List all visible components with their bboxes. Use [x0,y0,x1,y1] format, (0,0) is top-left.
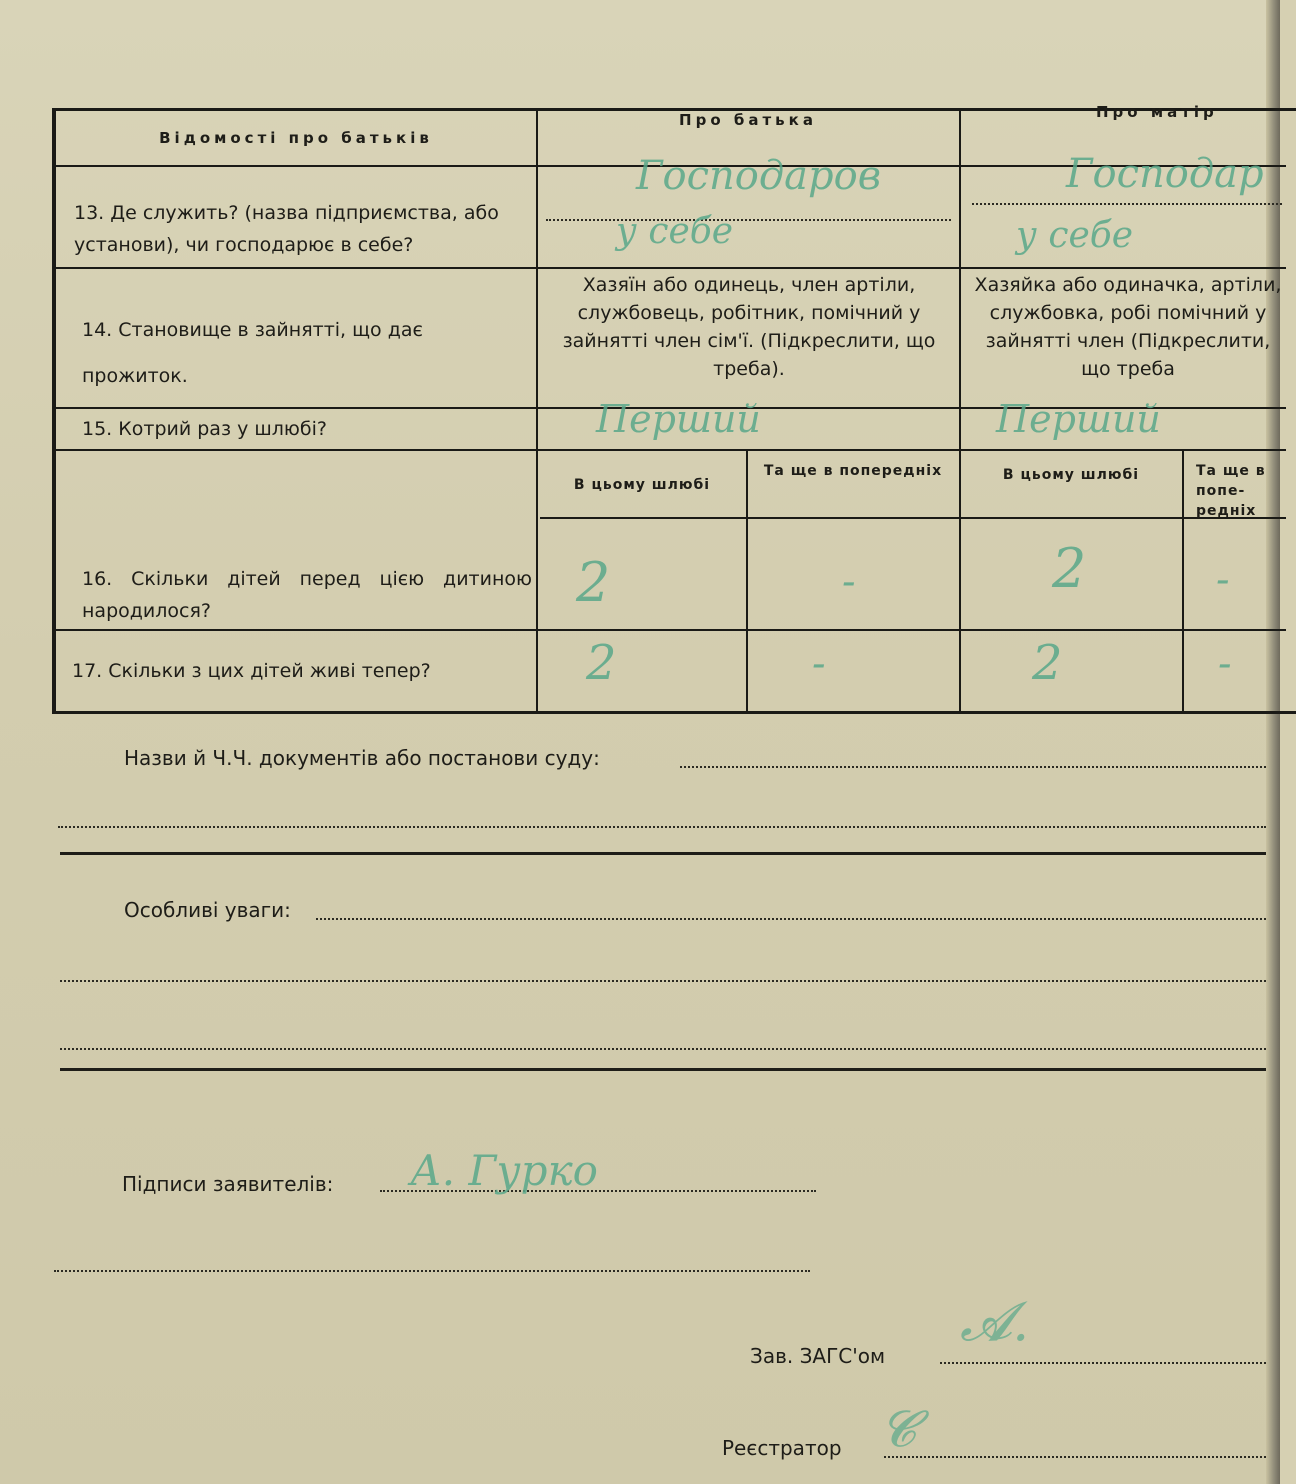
mother-marriage-count: Перший [996,397,1161,441]
header-about-father: Про батька [679,111,817,129]
mother-children-current: 2 [1052,537,1087,600]
registry-head-label: Зав. ЗАГС'ом [750,1344,886,1368]
mother-workplace-line2: у себе [1016,215,1134,256]
mother-children-alive-previous: - [1218,641,1232,687]
documents-field[interactable] [680,766,1266,768]
applicant-signature: А. Гурко [410,1146,598,1195]
question-13: 13. Де служить? (назва підприємства, або установи), чи господарює в себе? [74,202,499,256]
father-children-alive-previous: - [812,641,826,687]
documents-label: Назви й Ч.Ч. документів або постанови суду: [124,746,600,770]
special-notes-label: Особливі уваги: [124,898,291,922]
father-subheader-previous: Та ще в попередніх [763,463,943,479]
father-subheader-current: В цьому шлюбі [573,477,711,493]
father-children-current: 2 [576,551,611,614]
father-workplace-line2: у себе [616,211,734,252]
father-children-previous: - [842,559,856,605]
mother-occupation-options: Хазяйка або одиначка, артіли, службовка, робі помічний у зайнятті член (Підкреслити, що треба [974,274,1282,380]
header-parents-info: Відомості про батьків [159,129,433,147]
mother-children-previous: - [1216,557,1230,603]
header-about-mother: Про матір [1096,103,1218,121]
registry-head-signature: 𝓐. [960,1290,1030,1353]
question-17: 17. Скільки з цих дітей живі тепер? [72,660,431,682]
parents-info-table [52,103,1296,714]
father-occupation-options: Хазяїн або одинець, член артіли, службовець, робітник, помічний у зайнятті член сім'ї. (Підкреслити, що треба). [562,274,936,380]
registrar-label: Реєстратор [722,1436,842,1460]
mother-subheader-previous: Та ще в попе-редніх [1196,463,1266,519]
question-16: 16. Скільки дітей перед цією дитиною народилося? [82,568,532,622]
special-notes-field[interactable] [316,918,1266,920]
mother-children-alive: 2 [1032,635,1063,691]
mother-subheader-current: В цьому шлюбі [1002,467,1140,483]
mother-workplace-line1: Господар [1066,151,1264,197]
registry-head-signature-field[interactable] [940,1362,1266,1364]
question-15: 15. Котрий раз у шлюбі? [82,418,327,440]
registrar-signature: 𝓒 [880,1400,916,1458]
question-14: 14. Становище в зайнятті, що дає прожиток. [82,319,423,387]
father-children-alive: 2 [586,635,617,691]
applicant-signatures-label: Підписи заявителів: [122,1172,334,1196]
father-workplace-line1: Господаров [636,153,881,199]
registrar-signature-field[interactable] [884,1456,1266,1458]
father-marriage-count: Перший [596,397,761,441]
